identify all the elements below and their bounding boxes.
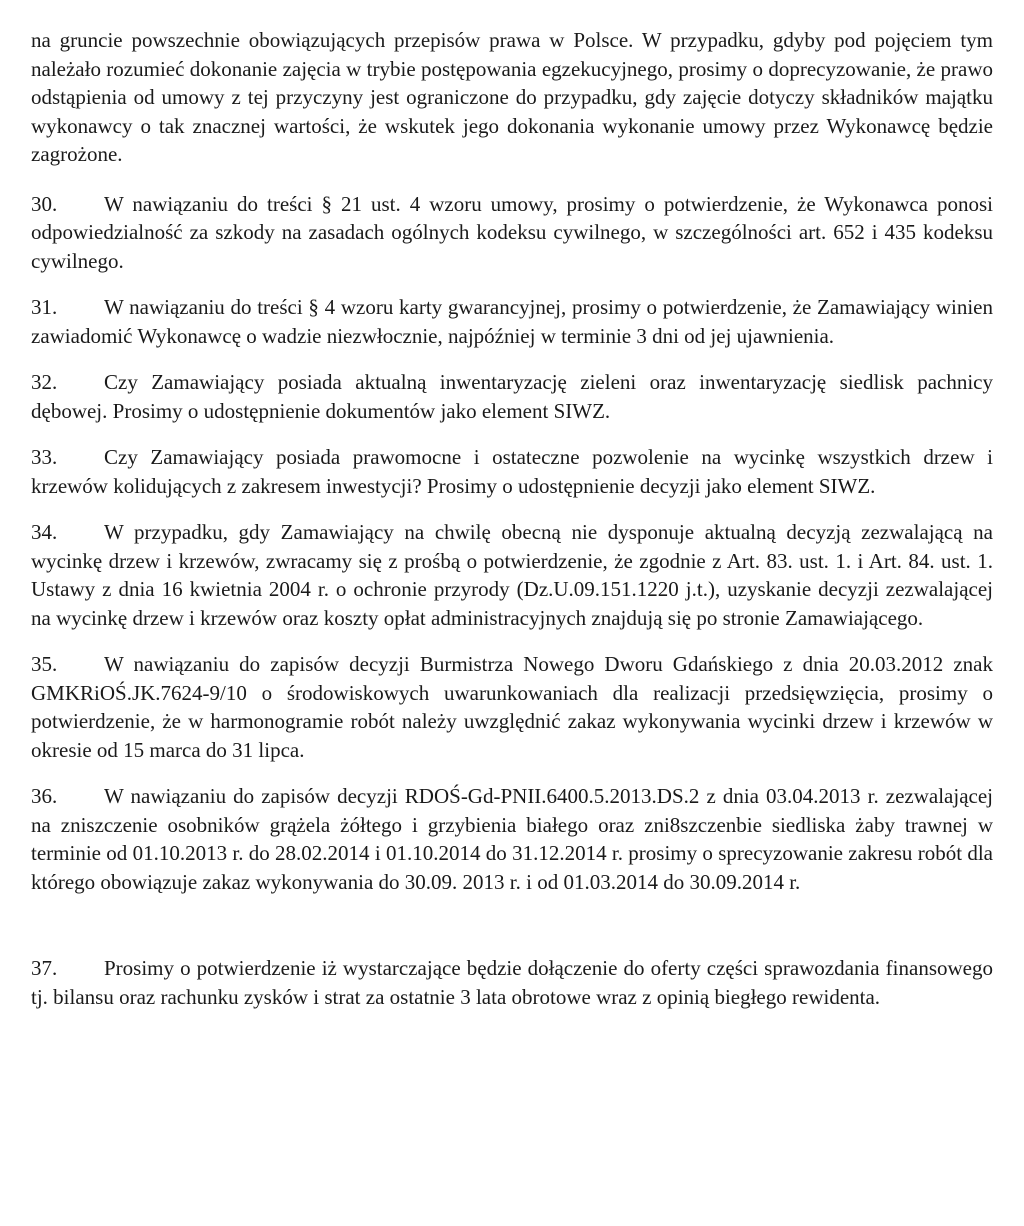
question-number: 35. (31, 652, 58, 676)
question-37 (31, 954, 993, 1011)
question-text: W nawiązaniu do treści § 4 wzoru karty gwarancyjnej, prosimy o potwierdzenie, że Zamawiający winien zawiadomić Wykonawcę o wadzie niezwłocznie, najpóźniej w terminie 3 dni od jej ujawnienia. (31, 295, 993, 348)
question-32 (31, 368, 993, 425)
question-text: W nawiązaniu do zapisów decyzji RDOŚ-Gd-PNII.6400.5.2013.DS.2 z dnia 03.04.2013 r. zezwalającej na zniszczenie osobników grążela żółtego i grzybienia białego oraz zni8szczenbie siedliska żaby trawnej w terminie od 01.10.2013 r. do 28.02.2014 i 01.10.2014 do 31.12.2014 r. prosimy o sprecyzowanie zakresu robót dla którego obowiązuje zakaz wykonywania do 30.09. 2013 r. i od 01.03.2014 do 30.09.2014 r. (31, 784, 993, 894)
question-text: Czy Zamawiający posiada prawomocne i ostateczne pozwolenie na wycinkę wszystkich drzew i krzewów kolidujących z zakresem inwestycji? Prosimy o udostępnienie decyzji jako element SIWZ. (31, 445, 993, 498)
question-number: 31. (31, 295, 58, 319)
question-34 (31, 518, 993, 632)
question-36 (31, 782, 993, 896)
question-text: W nawiązaniu do zapisów decyzji Burmistrza Nowego Dworu Gdańskiego z dnia 20.03.2012 znak GMKRiOŚ.JK.7624-9/10 o środowiskowych uwarunkowaniach dla realizacji przedsięwzięcia, prosimy o potwierdzenie, że w harmonogramie robót należy uwzględnić zakaz wykonywania wycinki drzew i krzewów w okresie od 15 marca do 31 lipca. (31, 652, 993, 762)
question-number: 37. (31, 956, 58, 980)
question-text: W nawiązaniu do treści § 21 ust. 4 wzoru umowy, prosimy o potwierdzenie, że Wykonawca ponosi odpowiedzialność za szkody na zasadach ogólnych kodeksu cywilnego, w szczególności art. 652 i 435 kodeksu cywilnego. (31, 191, 993, 273)
question-35 (31, 650, 993, 764)
intro-paragraph: na gruncie powszechnie obowiązujących przepisów prawa w Polsce. W przypadku, gdyby pod pojęciem tym należało rozumieć dokonanie zajęcia w trybie postępowania egzekucyjnego, prosimy o doprecyzowanie, że prawo odstąpienia od umowy z tej przyczyny jest ograniczone do przypadku, gdy zajęcie dotyczy składników majątku wykonawcy o tak znacznej wartości, że wskutek jego dokonania wykonanie umowy przez Wykonawcę będzie zagrożone. (31, 28, 993, 166)
question-33 (31, 443, 993, 500)
question-number: 36. (31, 784, 58, 808)
question-31 (31, 293, 993, 350)
question-text: Prosimy o potwierdzenie iż wystarczające będzie dołączenie do oferty części sprawozdania finansowego tj. bilansu oraz rachunku zysków i strat za ostatnie 3 lata obrotowe wraz z opinią biegłego rewidenta. (31, 956, 993, 1009)
question-number: 30. (31, 191, 58, 216)
document-page (31, 26, 993, 1029)
question-text: Czy Zamawiający posiada aktualną inwentaryzację zieleni oraz inwentaryzację siedlisk pachnicy dębowej. Prosimy o udostępnienie dokumentów jako element SIWZ. (31, 370, 993, 423)
question-30 (31, 190, 993, 276)
question-number: 34. (31, 520, 58, 544)
question-number: 32. (31, 370, 58, 394)
question-text: W przypadku, gdy Zamawiający na chwilę obecną nie dysponuje aktualną decyzją zezwalającą na wycinkę drzew i krzewów, zwracamy się z prośbą o potwierdzenie, że zgodnie z Art. 83. ust. 1. i Art. 84. ust. 1. Ustawy z dnia 16 kwietnia 2004 r. o ochronie przyrody (Dz.U.09.151.1220 j.t.), uzyskanie decyzji zezwalającej na wycinkę drzew i krzewów oraz koszty opłat administracyjnych znajdują się po stronie Zamawiającego. (31, 520, 993, 630)
question-number: 33. (31, 445, 58, 469)
